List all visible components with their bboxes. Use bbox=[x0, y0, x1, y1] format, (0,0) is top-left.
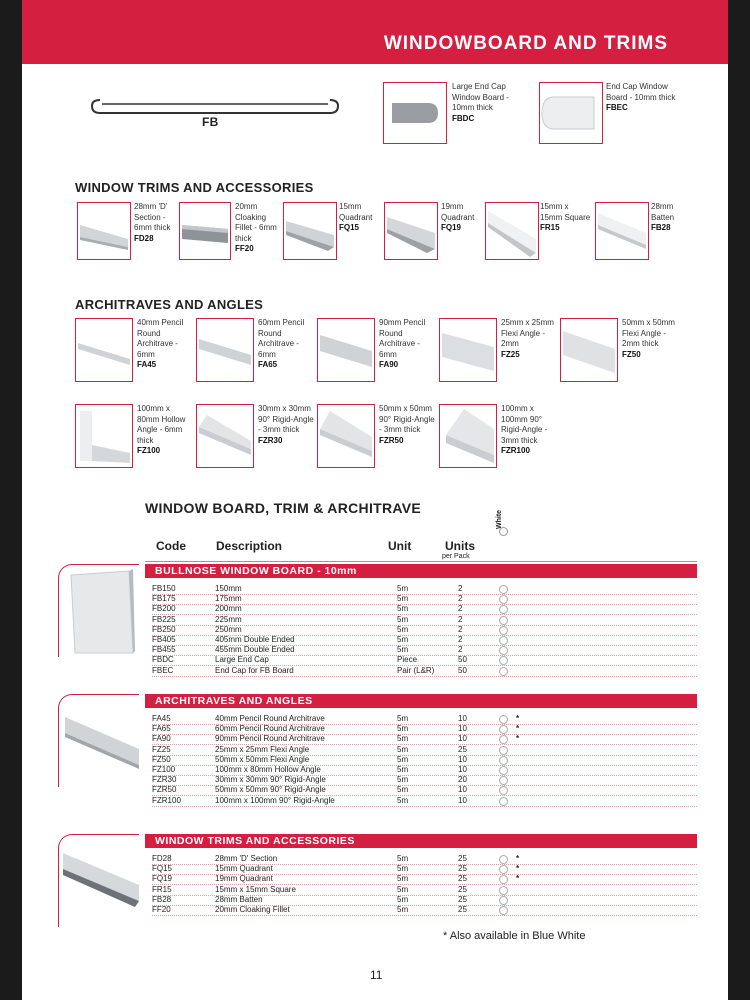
product-image-fzr30 bbox=[196, 404, 254, 468]
product-code: FB28 bbox=[651, 223, 671, 232]
product-image-fz25 bbox=[439, 318, 497, 382]
white-availability-icon bbox=[499, 735, 508, 744]
row-code: FA45 bbox=[152, 714, 171, 723]
row-units-per-pack: 25 bbox=[458, 864, 467, 874]
product-desc-text: 15mm x 15mm Square bbox=[540, 202, 591, 222]
section-image-bullnose bbox=[58, 564, 139, 657]
white-availability-icon bbox=[499, 656, 508, 665]
row-code: FZ100 bbox=[152, 765, 176, 774]
row-units-per-pack: 25 bbox=[458, 884, 467, 894]
fb-profile-drawing bbox=[90, 86, 340, 118]
row-description: 30mm x 30mm 90° Rigid-Angle bbox=[215, 775, 326, 785]
product-code: FZ25 bbox=[501, 349, 520, 359]
product-image-ff20 bbox=[179, 202, 231, 260]
product-desc-fbec bbox=[606, 82, 686, 114]
product-image-fbec bbox=[539, 82, 603, 144]
row-description: 175mm bbox=[215, 594, 242, 604]
product-image-fz100 bbox=[75, 404, 133, 468]
section-image-trims bbox=[58, 834, 139, 927]
trims-heading: WINDOW TRIMS AND ACCESSORIES bbox=[75, 180, 314, 195]
row-code: FQ19 bbox=[152, 874, 173, 884]
row-description: 28mm 'D' Section bbox=[215, 854, 278, 863]
row-unit: 5m bbox=[397, 905, 409, 914]
white-availability-icon bbox=[499, 766, 508, 775]
row-description: 25mm x 25mm Flexi Angle bbox=[215, 744, 310, 754]
row-description: 225mm bbox=[215, 614, 242, 624]
col-units-sub: per Pack bbox=[442, 553, 470, 560]
product-desc-fz25 bbox=[501, 318, 557, 360]
white-availability-icon bbox=[499, 626, 508, 635]
row-unit: 5m bbox=[397, 714, 409, 723]
row-unit: 5m bbox=[397, 854, 409, 863]
row-unit: 5m bbox=[397, 635, 409, 644]
row-description: 455mm Double Ended bbox=[215, 645, 295, 655]
row-code: FQ15 bbox=[152, 864, 173, 874]
product-desc-fb28 bbox=[651, 202, 685, 234]
row-unit: 5m bbox=[397, 584, 409, 593]
row-code: FZR50 bbox=[152, 785, 177, 795]
blue-white-marker: * bbox=[516, 874, 520, 884]
section-band-bullnose bbox=[145, 564, 697, 578]
product-image-fq15 bbox=[283, 202, 337, 260]
product-desc-text: 28mm Batten bbox=[651, 202, 675, 222]
product-desc-fq15 bbox=[339, 202, 381, 234]
table-row bbox=[152, 905, 697, 916]
product-code: FZR100 bbox=[501, 446, 530, 455]
product-desc-text: 25mm x 25mm Flexi Angle - 2mm bbox=[501, 318, 554, 348]
row-description: 20mm Cloaking Fillet bbox=[215, 905, 290, 914]
row-description: 50mm x 50mm 90° Rigid-Angle bbox=[215, 785, 326, 795]
row-code: FA90 bbox=[152, 734, 171, 744]
row-units-per-pack: 50 bbox=[458, 655, 467, 665]
row-description: 40mm Pencil Round Architrave bbox=[215, 714, 325, 723]
product-image-fa65 bbox=[196, 318, 254, 382]
row-units-per-pack: 10 bbox=[458, 765, 467, 774]
product-code: FBDC bbox=[452, 113, 475, 123]
product-desc-text: 30mm x 30mm 90° Rigid-Angle - 3mm thick bbox=[258, 404, 314, 434]
architraves-heading: ARCHITRAVES AND ANGLES bbox=[75, 297, 264, 312]
white-availability-icon bbox=[499, 616, 508, 625]
product-code: FR15 bbox=[540, 223, 560, 232]
row-code: FBDC bbox=[152, 655, 174, 665]
product-code: FF20 bbox=[235, 244, 254, 253]
row-code: FB200 bbox=[152, 604, 176, 614]
row-description: 250mm bbox=[215, 624, 242, 634]
white-availability-icon bbox=[499, 605, 508, 614]
row-description: 15mm x 15mm Square bbox=[215, 884, 296, 894]
row-unit: 5m bbox=[397, 645, 409, 655]
white-availability-icon bbox=[499, 786, 508, 795]
row-code: FD28 bbox=[152, 854, 172, 863]
white-availability-icon bbox=[499, 797, 508, 806]
blue-white-marker: * bbox=[516, 734, 520, 744]
product-desc-text: 100mm x 100mm 90° Rigid-Angle - 3mm thick bbox=[501, 404, 548, 445]
row-unit: 5m bbox=[397, 754, 409, 764]
row-units-per-pack: 10 bbox=[458, 754, 467, 764]
page-header bbox=[22, 0, 728, 64]
row-code: FB225 bbox=[152, 614, 176, 624]
row-units-per-pack: 25 bbox=[458, 744, 467, 754]
row-unit: 5m bbox=[397, 614, 409, 624]
row-unit: 5m bbox=[397, 874, 409, 884]
fb-label: FB bbox=[202, 115, 219, 129]
row-unit: 5m bbox=[397, 884, 409, 894]
product-code: FZR30 bbox=[258, 435, 283, 445]
section-title: ARCHITRAVES AND ANGLES bbox=[155, 695, 313, 707]
product-code: FQ19 bbox=[441, 223, 462, 232]
row-units-per-pack: 25 bbox=[458, 854, 467, 863]
product-code: FQ15 bbox=[339, 223, 360, 232]
section-band-trims bbox=[145, 834, 697, 848]
white-column-label: White bbox=[496, 509, 503, 529]
row-code: FZR30 bbox=[152, 775, 177, 785]
product-desc-fr15 bbox=[540, 202, 592, 234]
blue-white-marker: * bbox=[516, 864, 520, 874]
row-code: FB405 bbox=[152, 635, 176, 644]
white-availability-icon bbox=[499, 585, 508, 594]
row-description: 100mm x 80mm Hollow Angle bbox=[215, 765, 321, 774]
row-unit: 5m bbox=[397, 594, 409, 604]
row-description: 150mm bbox=[215, 584, 242, 593]
row-description: Large End Cap bbox=[215, 655, 269, 665]
product-image-fb28 bbox=[595, 202, 649, 260]
blue-white-marker: * bbox=[516, 854, 520, 863]
row-code: FA65 bbox=[152, 724, 171, 734]
row-units-per-pack: 10 bbox=[458, 714, 467, 723]
product-image-fq19 bbox=[384, 202, 438, 260]
section-band-architraves bbox=[145, 694, 697, 708]
col-code: Code bbox=[156, 539, 186, 553]
white-availability-icon bbox=[499, 865, 508, 874]
product-desc-text: 40mm Pencil Round Architrave - 6mm bbox=[137, 318, 184, 359]
row-unit: Piece bbox=[397, 655, 418, 665]
row-units-per-pack: 2 bbox=[458, 614, 463, 624]
product-image-fz50 bbox=[560, 318, 618, 382]
col-description: Description bbox=[216, 539, 283, 553]
product-image-fa45 bbox=[75, 318, 133, 382]
product-code: FZ100 bbox=[137, 446, 161, 455]
row-description: 100mm x 100mm 90° Rigid-Angle bbox=[215, 795, 335, 805]
white-availability-icon bbox=[499, 855, 508, 864]
row-description: 19mm Quadrant bbox=[215, 874, 273, 884]
row-code: FF20 bbox=[152, 905, 171, 914]
white-availability-icon bbox=[499, 715, 508, 724]
row-description: 50mm x 50mm Flexi Angle bbox=[215, 754, 310, 764]
product-desc-fd28 bbox=[134, 202, 178, 244]
white-availability-icon bbox=[499, 636, 508, 645]
product-desc-fq19 bbox=[441, 202, 483, 234]
row-units-per-pack: 10 bbox=[458, 724, 467, 734]
row-unit: 5m bbox=[397, 604, 409, 614]
row-code: FB150 bbox=[152, 584, 176, 593]
product-desc-text: Large End Cap Window Board - 10mm thick bbox=[452, 82, 509, 112]
product-desc-fa45 bbox=[137, 318, 193, 371]
row-description: 15mm Quadrant bbox=[215, 864, 273, 874]
row-unit: 5m bbox=[397, 795, 409, 805]
row-units-per-pack: 2 bbox=[458, 594, 463, 604]
page-number: 11 bbox=[370, 968, 383, 982]
product-image-fbdc bbox=[383, 82, 447, 144]
row-units-per-pack: 25 bbox=[458, 905, 467, 914]
product-code: FA90 bbox=[379, 360, 399, 369]
table-title: WINDOW BOARD, TRIM & ARCHITRAVE bbox=[145, 500, 422, 516]
row-unit: 5m bbox=[397, 624, 409, 634]
row-description: 200mm bbox=[215, 604, 242, 614]
product-image-fa90 bbox=[317, 318, 375, 382]
row-units-per-pack: 2 bbox=[458, 604, 463, 614]
blue-white-marker: * bbox=[516, 724, 520, 734]
product-code: FBEC bbox=[606, 103, 628, 112]
row-unit: 5m bbox=[397, 785, 409, 795]
product-code: FZR50 bbox=[379, 435, 404, 445]
product-desc-fz50 bbox=[622, 318, 678, 360]
product-desc-text: 100mm x 80mm Hollow Angle - 6mm thick bbox=[137, 404, 186, 445]
footnote: * Also available in Blue White bbox=[443, 930, 586, 942]
row-description: 90mm Pencil Round Architrave bbox=[215, 734, 325, 744]
white-availability-icon bbox=[499, 875, 508, 884]
row-code: FB455 bbox=[152, 645, 176, 655]
product-desc-fa90 bbox=[379, 318, 437, 371]
row-unit: 5m bbox=[397, 864, 409, 874]
product-desc-text: 50mm x 50mm 90° Rigid-Angle - 3mm thick bbox=[379, 404, 435, 434]
row-unit: 5m bbox=[397, 724, 409, 734]
table-row bbox=[152, 796, 697, 807]
table-row bbox=[152, 666, 697, 677]
white-availability-icon bbox=[499, 886, 508, 895]
row-units-per-pack: 2 bbox=[458, 624, 463, 634]
product-desc-fa65 bbox=[258, 318, 314, 371]
product-desc-text: 15mm Quadrant bbox=[339, 202, 373, 222]
row-units-per-pack: 10 bbox=[458, 795, 467, 805]
product-desc-text: 90mm Pencil Round Architrave - 6mm bbox=[379, 318, 426, 359]
white-availability-icon bbox=[499, 776, 508, 785]
section-title: WINDOW TRIMS AND ACCESSORIES bbox=[155, 835, 355, 847]
row-description: 60mm Pencil Round Architrave bbox=[215, 724, 325, 734]
product-code: FA45 bbox=[137, 360, 157, 369]
white-availability-icon bbox=[499, 756, 508, 765]
row-description: 405mm Double Ended bbox=[215, 635, 295, 644]
product-image-fzr100 bbox=[439, 404, 497, 468]
product-code: FZ50 bbox=[622, 349, 641, 359]
blue-white-marker: * bbox=[516, 714, 520, 723]
row-unit: 5m bbox=[397, 744, 409, 754]
row-code: FR15 bbox=[152, 884, 172, 894]
product-image-fr15 bbox=[485, 202, 539, 260]
product-desc-text: 60mm Pencil Round Architrave - 6mm bbox=[258, 318, 305, 359]
row-code: FZR100 bbox=[152, 795, 181, 805]
row-description: 28mm Batten bbox=[215, 894, 263, 904]
row-code: FBEC bbox=[152, 665, 174, 675]
product-desc-fzr30 bbox=[258, 404, 314, 446]
product-desc-text: 19mm Quadrant bbox=[441, 202, 475, 222]
row-units-per-pack: 10 bbox=[458, 734, 467, 744]
product-image-fd28 bbox=[77, 202, 131, 260]
product-desc-fzr100 bbox=[501, 404, 559, 457]
row-code: FB175 bbox=[152, 594, 176, 604]
row-units-per-pack: 20 bbox=[458, 775, 467, 785]
row-unit: 5m bbox=[397, 775, 409, 785]
white-availability-icon bbox=[499, 725, 508, 734]
white-availability-icon bbox=[499, 906, 508, 915]
row-unit: 5m bbox=[397, 894, 409, 904]
white-availability-icon bbox=[499, 646, 508, 655]
row-code: FB250 bbox=[152, 624, 176, 634]
row-units-per-pack: 2 bbox=[458, 645, 463, 655]
catalog-page bbox=[22, 0, 728, 1000]
product-desc-text: 20mm Cloaking Fillet - 6mm thick bbox=[235, 202, 277, 243]
white-availability-icon bbox=[499, 595, 508, 604]
row-code: FB28 bbox=[152, 894, 172, 904]
row-code: FZ50 bbox=[152, 754, 171, 764]
product-desc-fbdc bbox=[452, 82, 522, 124]
row-unit: 5m bbox=[397, 765, 409, 774]
header-rule bbox=[145, 561, 697, 562]
product-code: FD28 bbox=[134, 233, 154, 243]
col-units: Units bbox=[445, 539, 475, 553]
row-units-per-pack: 25 bbox=[458, 874, 467, 884]
page-title: WINDOWBOARD AND TRIMS bbox=[383, 33, 668, 54]
row-units-per-pack: 2 bbox=[458, 635, 463, 644]
row-units-per-pack: 10 bbox=[458, 785, 467, 795]
section-title: BULLNOSE WINDOW BOARD - 10mm bbox=[155, 565, 357, 577]
row-unit: 5m bbox=[397, 734, 409, 744]
row-units-per-pack: 50 bbox=[458, 665, 467, 675]
white-availability-icon bbox=[499, 746, 508, 755]
white-availability-icon bbox=[499, 896, 508, 905]
section-image-architraves bbox=[58, 694, 139, 787]
row-units-per-pack: 2 bbox=[458, 584, 463, 593]
row-units-per-pack: 25 bbox=[458, 894, 467, 904]
product-desc-text: 50mm x 50mm Flexi Angle - 2mm thick bbox=[622, 318, 675, 348]
col-unit: Unit bbox=[388, 539, 412, 553]
product-desc-ff20 bbox=[235, 202, 281, 255]
product-desc-fzr50 bbox=[379, 404, 435, 446]
row-description: End Cap for FB Board bbox=[215, 665, 294, 675]
row-code: FZ25 bbox=[152, 744, 171, 754]
product-desc-text: 28mm 'D' Section - 6mm thick bbox=[134, 202, 171, 232]
product-image-fzr50 bbox=[317, 404, 375, 468]
white-swatch-icon bbox=[499, 527, 508, 536]
row-unit: Pair (L&R) bbox=[397, 665, 435, 675]
white-availability-icon bbox=[499, 667, 508, 676]
product-desc-fz100 bbox=[137, 404, 193, 457]
product-code: FA65 bbox=[258, 360, 278, 369]
product-desc-text: End Cap Window Board - 10mm thick bbox=[606, 82, 676, 102]
